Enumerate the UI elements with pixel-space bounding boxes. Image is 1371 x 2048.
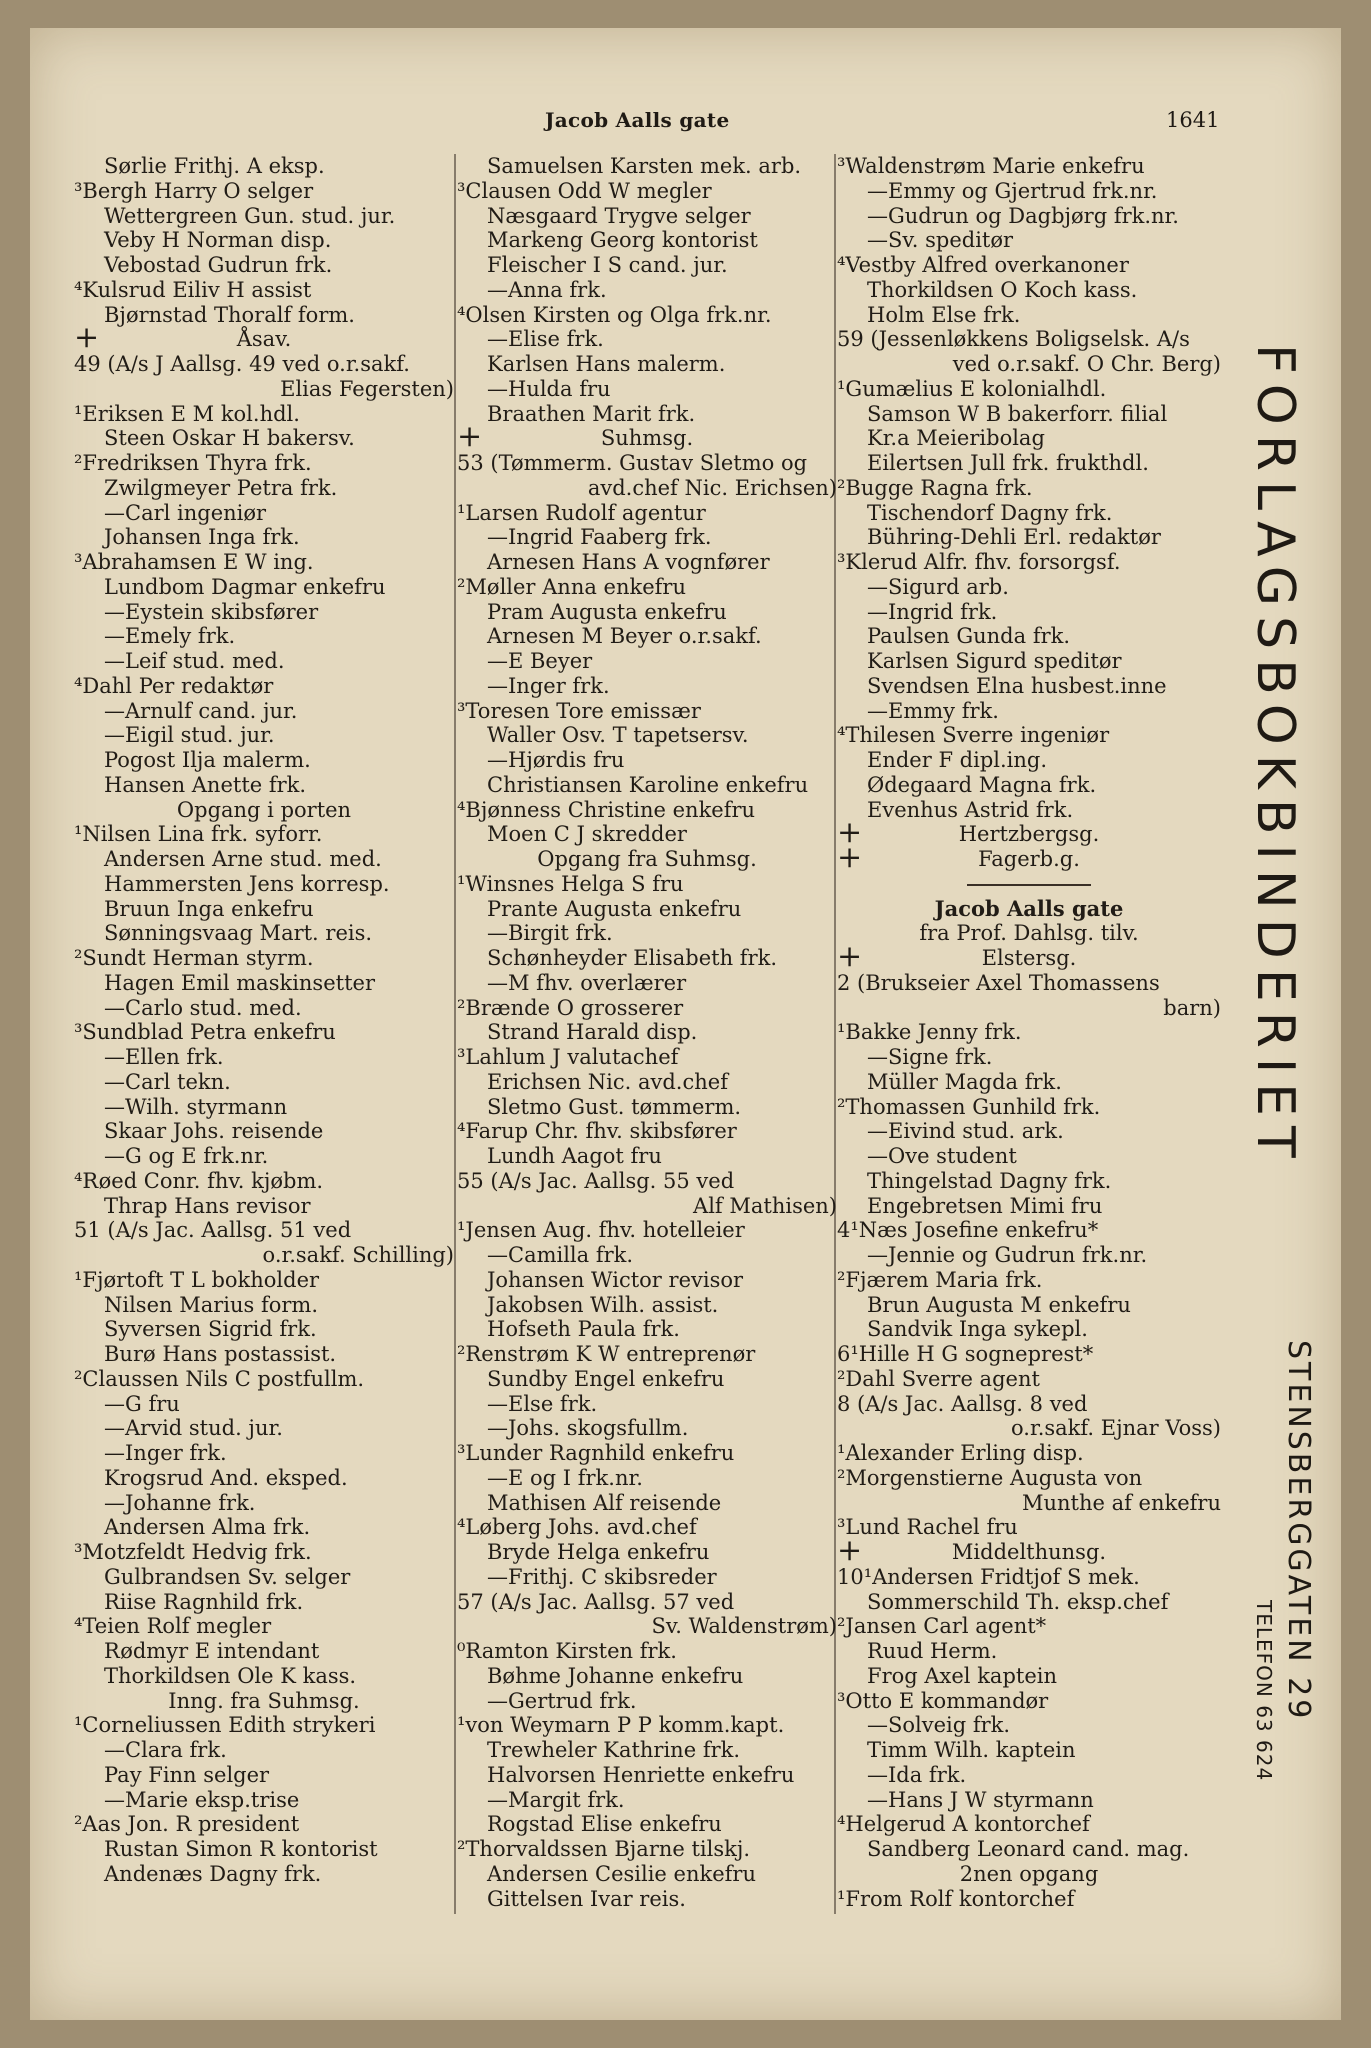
directory-entry: Sønningsvaag Mart. reis.: [104, 921, 373, 946]
directory-entry: —Hans J W styrmann: [867, 1787, 1094, 1812]
directory-entry: ⁴Kulsrud Eiliv H assist: [74, 277, 312, 302]
directory-entry: —G og E frk.nr.: [104, 1144, 269, 1168]
directory-entry: —Emmy og Gjertrud frk.nr.: [867, 178, 1158, 203]
cross-street-heading: Jacob Aalls gate: [934, 895, 1124, 921]
directory-entry: Trewheler Kathrine frk.: [487, 1738, 741, 1762]
directory-entry: avd.chef Nic. Erichsen): [587, 475, 837, 500]
directory-entry: Samson W B bakerforr. filial: [867, 401, 1168, 426]
directory-entry: Müller Magda frk.: [867, 1069, 1062, 1094]
directory-entry: Thorkildsen Ole K kass.: [104, 1663, 357, 1688]
directory-entry: ³Lahlum J valutachef: [457, 1045, 679, 1069]
directory-entry: —Sv. speditør: [867, 228, 1014, 253]
directory-entry: ¹Gumælius E kolonialhdl.: [837, 376, 1107, 401]
directory-entry: Rustan Simon R kontorist: [104, 1837, 378, 1861]
directory-column-3: [837, 154, 1221, 1911]
directory-column-2: [457, 154, 837, 1911]
directory-entry: Thrap Hans revisor: [104, 1193, 311, 1218]
directory-entry: ²Thomassen Gunhild frk.: [837, 1094, 1101, 1119]
directory-entry: —Gudrun og Dagbjørg frk.nr.: [867, 203, 1179, 228]
directory-entry: ²Bugge Ragna frk.: [837, 475, 1033, 500]
directory-entry: —Camilla frk.: [487, 1243, 634, 1267]
directory-entry: Næsgaard Trygve selger: [487, 203, 751, 228]
directory-entry: ³Lunder Ragnhild enkefru: [457, 1441, 735, 1465]
directory-entry: Vebostad Gudrun frk.: [104, 253, 333, 277]
directory-entry: —Wilh. styrmann: [104, 1094, 288, 1119]
directory-entry: Skaar Johs. reisende: [104, 1119, 324, 1144]
directory-entry: —G fru: [104, 1391, 180, 1416]
directory-entry: Andersen Cesilie enkefru: [487, 1861, 756, 1886]
directory-entry: Hammersten Jens korresp.: [104, 871, 390, 896]
directory-entry: ⁴Røed Conr. fhv. kjøbm.: [74, 1168, 324, 1193]
directory-entry: —E og I frk.nr.: [487, 1465, 643, 1490]
side-advertisement: FORLAGSBOKBINDERIET: [1245, 344, 1305, 1168]
directory-entry: Andersen Alma frk.: [104, 1515, 311, 1540]
directory-entry: Gulbrandsen Sv. selger: [104, 1564, 351, 1589]
directory-entry: ¹Jensen Aug. fhv. hotelleier: [457, 1218, 745, 1243]
directory-entry: ³Otto E kommandør: [837, 1688, 1049, 1713]
cross-street-heading: + Elstersg.: [837, 946, 1221, 971]
directory-entry: ²Claussen Nils C postfullm.: [74, 1366, 365, 1391]
directory-entry: Hofseth Paula frk.: [487, 1317, 680, 1342]
cross-street-heading: 2nen opgang: [959, 1861, 1099, 1886]
directory-entry: —Marie eksp.trise: [104, 1787, 300, 1812]
directory-entry: —Ingrid frk.: [867, 599, 998, 624]
directory-entry: —Margit frk.: [487, 1787, 625, 1812]
directory-entry: Steen Oskar H bakersv.: [104, 426, 355, 451]
directory-entry: —Hjørdis fru: [487, 748, 625, 772]
directory-entry: —Carl tekn.: [104, 1069, 231, 1094]
cross-street-heading: Inng. fra Suhmsg.: [168, 1688, 360, 1713]
directory-column-1: [74, 154, 454, 1887]
directory-entry: Rødmyr E intendant: [104, 1639, 320, 1663]
directory-entry: Sundby Engel enkefru: [487, 1366, 725, 1391]
directory-entry: Ruud Herm.: [867, 1639, 998, 1663]
directory-entry: ⁴Løberg Johs. avd.chef: [457, 1515, 697, 1540]
directory-entry: Bryde Helga enkefru: [487, 1540, 710, 1564]
directory-entry: 10¹Andersen Fridtjof S mek.: [837, 1564, 1140, 1589]
directory-entry: —Ellen frk.: [104, 1045, 224, 1069]
directory-entry: Andersen Arne stud. med.: [104, 847, 382, 871]
directory-entry: ⁴Teien Rolf megler: [74, 1614, 272, 1639]
directory-entry: —Eigil stud. jur.: [104, 723, 275, 748]
cross-street-heading: Opgang i porten: [176, 797, 352, 822]
directory-entry: Arnesen M Beyer o.r.sakf.: [487, 624, 762, 649]
directory-entry: —Carl ingeniør: [104, 500, 267, 525]
directory-entry: Frog Axel kaptein: [867, 1663, 1057, 1688]
directory-entry: ³Toresen Tore emissær: [457, 698, 701, 723]
directory-entry: —Carlo stud. med.: [104, 995, 302, 1020]
directory-entry: Bjørnstad Thoralf form.: [104, 302, 355, 327]
directory-entry: —Solveig frk.: [867, 1713, 1011, 1738]
directory-entry: Bøhme Johanne enkefru: [487, 1663, 744, 1688]
directory-entry: —Gertrud frk.: [487, 1688, 637, 1713]
directory-entry: ¹von Weymarn P P komm.kapt.: [457, 1713, 785, 1738]
directory-entry: Sandvik Inga sykepl.: [867, 1317, 1088, 1342]
directory-entry: Mathisen Alf reisende: [487, 1490, 722, 1515]
directory-entry: —Inger frk.: [104, 1441, 227, 1465]
directory-entry: ²Renstrøm K W entreprenør: [457, 1342, 756, 1366]
directory-entry: —Inger frk.: [487, 673, 610, 698]
directory-entry: ⁴Vestby Alfred overkanoner: [837, 253, 1129, 277]
directory-entry: Braathen Marit frk.: [487, 401, 696, 426]
directory-entry: Jakobsen Wilh. assist.: [487, 1292, 719, 1317]
directory-entry: ved o.r.sakf. O Chr. Berg): [952, 352, 1221, 376]
directory-entry: Fleischer I S cand. jur.: [487, 253, 728, 277]
directory-entry: —E Beyer: [487, 649, 593, 673]
directory-entry: Halvorsen Henriette enkefru: [487, 1762, 795, 1787]
directory-entry: —Arvid stud. jur.: [104, 1416, 283, 1441]
directory-entry: —Leif stud. med.: [104, 649, 285, 673]
directory-entry: Munthe af enkefru: [1021, 1490, 1221, 1515]
directory-entry: Bruun Inga enkefru: [104, 896, 314, 921]
directory-entry: —Arnulf cand. jur.: [104, 698, 298, 723]
directory-entry: —Sigurd arb.: [867, 574, 1009, 599]
directory-entry: Waller Osv. T tapetsersv.: [487, 723, 749, 748]
directory-entry: ²Fjærem Maria frk.: [837, 1267, 1043, 1292]
cross-street-heading: fra Prof. Dahlsg. tilv.: [919, 921, 1139, 946]
directory-entry: Christiansen Karoline enkefru: [487, 772, 809, 797]
directory-entry: 59 (Jessenløkkens Boligselsk. A/s: [837, 327, 1190, 352]
directory-entry: Erichsen Nic. avd.chef: [487, 1069, 728, 1094]
directory-entry: ¹Fjørtoft T L bokholder: [74, 1267, 320, 1292]
directory-entry: —Ove student: [867, 1144, 1017, 1168]
directory-entry: Eilertsen Jull frk. frukthdl.: [867, 451, 1149, 475]
directory-entry: —Elise frk.: [487, 327, 604, 352]
directory-entry: Sletmo Gust. tømmerm.: [487, 1094, 742, 1119]
directory-entry: Sandberg Leonard cand. mag.: [867, 1837, 1190, 1861]
directory-entry: —Eystein skibsfører: [104, 599, 319, 624]
directory-entry: Wettergreen Gun. stud. jur.: [104, 203, 396, 228]
directory-entry: Hansen Anette frk.: [104, 772, 307, 797]
directory-entry: Gittelsen Ivar reis.: [487, 1886, 686, 1911]
directory-entry: ³Klerud Alfr. fhv. forsorgsf.: [837, 550, 1121, 574]
directory-entry: Samuelsen Karsten mek. arb.: [487, 154, 802, 178]
directory-entry: ³Abrahamsen E W ing.: [74, 550, 314, 574]
directory-entry: Brun Augusta M enkefru: [867, 1292, 1131, 1317]
directory-entry: Engebretsen Mimi fru: [867, 1193, 1103, 1218]
directory-entry: ²Jansen Carl agent*: [837, 1614, 1047, 1639]
directory-entry: —Ingrid Faaberg frk.: [487, 525, 712, 550]
directory-entry: Moen C J skredder: [487, 822, 687, 847]
directory-entry: —Else frk.: [487, 1391, 598, 1416]
directory-entry: Rogstad Elise enkefru: [487, 1812, 722, 1837]
directory-entry: 57 (A/s Jac. Aallsg. 57 ved: [457, 1589, 735, 1614]
directory-entry: ⁴Farup Chr. fhv. skibsfører: [457, 1119, 737, 1144]
directory-entry: —Frithj. C skibsreder: [487, 1564, 717, 1589]
directory-entry: —Emely frk.: [104, 624, 236, 649]
directory-entry: Riise Ragnhild frk.: [104, 1589, 304, 1614]
directory-entry: Thingelstad Dagny frk.: [867, 1168, 1112, 1193]
directory-entry: ¹Larsen Rudolf agentur: [457, 500, 706, 525]
directory-entry: Pram Augusta enkefru: [487, 599, 727, 624]
column-divider: [454, 154, 456, 1914]
directory-entry: —Signe frk.: [867, 1045, 993, 1069]
directory-entry: —Johanne frk.: [104, 1490, 256, 1515]
directory-entry: Johansen Inga frk.: [104, 525, 300, 550]
cross-street-heading: + Åsav.: [74, 327, 454, 352]
directory-entry: ⁴Helgerud A kontorchef: [837, 1812, 1090, 1837]
directory-entry: ¹Winsnes Helga S fru: [457, 871, 684, 896]
directory-entry: ³Bergh Harry O selger: [74, 178, 314, 203]
cross-street-heading: + Middelthunsg.: [837, 1540, 1221, 1565]
directory-entry: Ender F dipl.ing.: [867, 748, 1048, 772]
directory-entry: ⁴Olsen Kirsten og Olga frk.nr.: [457, 302, 772, 327]
directory-entry: Veby H Norman disp.: [104, 228, 332, 253]
directory-entry: ²Dahl Sverre agent: [837, 1366, 1040, 1391]
directory-entry: 4¹Næs Josefine enkefru*: [837, 1218, 1099, 1243]
directory-entry: Sommerschild Th. eksp.chef: [867, 1589, 1169, 1614]
directory-entry: ⁴Dahl Per redaktør: [74, 673, 274, 698]
directory-entry: Holm Else frk.: [867, 302, 1021, 327]
directory-entry: —Anna frk.: [487, 277, 607, 302]
directory-entry: ¹Alexander Erling disp.: [837, 1441, 1084, 1465]
directory-entry: —Eivind stud. ark.: [867, 1119, 1064, 1144]
directory-entry: ³Motzfeldt Hedvig frk.: [74, 1540, 312, 1564]
page-title: Jacob Aalls gate: [545, 108, 730, 132]
directory-entry: Prante Augusta enkefru: [487, 896, 742, 921]
page-number: 1641: [1166, 108, 1220, 132]
cross-street-heading: + Fagerb.g.: [837, 847, 1221, 872]
directory-entry: Thorkildsen O Koch kass.: [867, 277, 1138, 302]
directory-entry: ³Clausen Odd W megler: [457, 178, 712, 203]
side-phone: TELEFON 63 624: [1252, 1600, 1276, 1782]
directory-entry: —Birgit frk.: [487, 921, 613, 946]
directory-entry: 8 (A/s Jac. Aallsg. 8 ved: [837, 1391, 1088, 1416]
directory-entry: ¹Nilsen Lina frk. syforr.: [74, 822, 323, 847]
directory-entry: —M fhv. overlærer: [487, 970, 687, 995]
directory-entry: ²Brænde O grosserer: [457, 995, 684, 1020]
directory-entry: ¹Eriksen E M kol.hdl.: [74, 401, 300, 426]
directory-entry: ³Sundblad Petra enkefru: [74, 1020, 336, 1045]
directory-entry: ²Sundt Herman styrm.: [74, 946, 314, 970]
directory-entry: ³Waldenstrøm Marie enkefru: [837, 154, 1145, 178]
directory-entry: 49 (A/s J Aallsg. 49 ved o.r.sakf.: [74, 352, 410, 376]
directory-entry: Svendsen Elna husbest.inne: [867, 673, 1167, 698]
directory-entry: —Jennie og Gudrun frk.nr.: [867, 1243, 1148, 1267]
directory-entry: Pogost Ilja malerm.: [104, 748, 311, 772]
directory-entry: Lundbom Dagmar enkefru: [104, 574, 386, 599]
directory-entry: ²Thorvaldssen Bjarne tilskj.: [457, 1837, 751, 1861]
cross-street-heading: + Suhmsg.: [457, 426, 837, 451]
directory-entry: Syversen Sigrid frk.: [104, 1317, 317, 1342]
directory-entry: ¹Bakke Jenny frk.: [837, 1020, 1022, 1045]
directory-entry: Schønheyder Elisabeth frk.: [487, 946, 778, 970]
directory-entry: ¹From Rolf kontorchef: [837, 1886, 1075, 1911]
directory-entry: Hagen Emil maskinsetter: [104, 970, 375, 995]
directory-entry: ⁴Thilesen Sverre ingeniør: [837, 723, 1110, 748]
directory-entry: Andenæs Dagny frk.: [104, 1861, 322, 1886]
directory-entry: Arnesen Hans A vognfører: [487, 550, 770, 574]
directory-entry: Ødegaard Magna frk.: [867, 772, 1097, 797]
directory-entry: o.r.sakf. Schilling): [262, 1243, 454, 1267]
directory-entry: 51 (A/s Jac. Aallsg. 51 ved: [74, 1218, 352, 1243]
side-address: STENSBERGGATEN 29: [1281, 1340, 1316, 1722]
directory-entry: Nilsen Marius form.: [104, 1292, 319, 1317]
directory-entry: Krogsrud And. eksped.: [104, 1465, 348, 1490]
directory-entry: —Clara frk.: [104, 1738, 227, 1762]
directory-entry: Elias Fegersten): [280, 376, 454, 401]
directory-entry: Zwilgmeyer Petra frk.: [104, 475, 338, 500]
directory-entry: 6¹Hille H G sogneprest*: [837, 1342, 1094, 1366]
directory-entry: ³Lund Rachel fru: [837, 1515, 1018, 1540]
directory-entry: ⁰Ramton Kirsten frk.: [457, 1639, 677, 1663]
cross-street-heading: Opgang fra Suhmsg.: [537, 847, 757, 871]
directory-entry: ²Fredriksen Thyra frk.: [74, 451, 312, 475]
directory-entry: o.r.sakf. Ejnar Voss): [1011, 1416, 1221, 1441]
directory-entry: Karlsen Sigurd speditør: [867, 649, 1122, 673]
directory-entry: Johansen Wictor revisor: [487, 1267, 744, 1292]
cross-street-heading: + Hertzbergsg.: [837, 822, 1221, 847]
directory-entry: Kr.a Meieribolag: [867, 426, 1045, 451]
directory-entry: —Emmy frk.: [867, 698, 999, 723]
directory-entry: Lundh Aagot fru: [487, 1144, 662, 1168]
directory-entry: Evenhus Astrid frk.: [867, 797, 1074, 822]
directory-entry: Burø Hans postassist.: [104, 1342, 337, 1366]
directory-entry: 53 (Tømmerm. Gustav Sletmo og: [457, 451, 808, 475]
directory-entry: —Johs. skogsfullm.: [487, 1416, 689, 1441]
directory-entry: ²Aas Jon. R president: [74, 1812, 300, 1837]
directory-entry: ²Møller Anna enkefru: [457, 574, 686, 599]
directory-entry: barn): [1163, 995, 1221, 1020]
directory-entry: —Ida frk.: [867, 1762, 967, 1787]
directory-entry: 55 (A/s Jac. Aallsg. 55 ved: [457, 1168, 735, 1193]
directory-entry: —Hulda fru: [487, 376, 611, 401]
directory-entry: ¹Corneliussen Edith strykeri: [74, 1713, 376, 1738]
directory-entry: Alf Mathisen): [693, 1193, 837, 1218]
directory-entry: ²Morgenstierne Augusta von: [837, 1465, 1143, 1490]
directory-entry: ⁴Bjønness Christine enkefru: [457, 797, 756, 822]
directory-entry: Sørlie Frithj. A eksp.: [104, 154, 325, 178]
directory-entry: Bühring-Dehli Erl. redaktør: [867, 525, 1161, 550]
directory-entry: Pay Finn selger: [104, 1762, 270, 1787]
directory-entry: Sv. Waldenstrøm): [651, 1614, 837, 1639]
section-rule: [837, 872, 1221, 897]
directory-entry: Markeng Georg kontorist: [487, 228, 758, 253]
directory-entry: Karlsen Hans malerm.: [487, 352, 726, 376]
directory-entry: Paulsen Gunda frk.: [867, 624, 1071, 649]
directory-entry: 2 (Brukseier Axel Thomassens: [837, 970, 1160, 995]
directory-entry: Tischendorf Dagny frk.: [867, 500, 1113, 525]
directory-entry: Strand Harald disp.: [487, 1020, 698, 1045]
directory-entry: Timm Wilh. kaptein: [867, 1738, 1076, 1762]
